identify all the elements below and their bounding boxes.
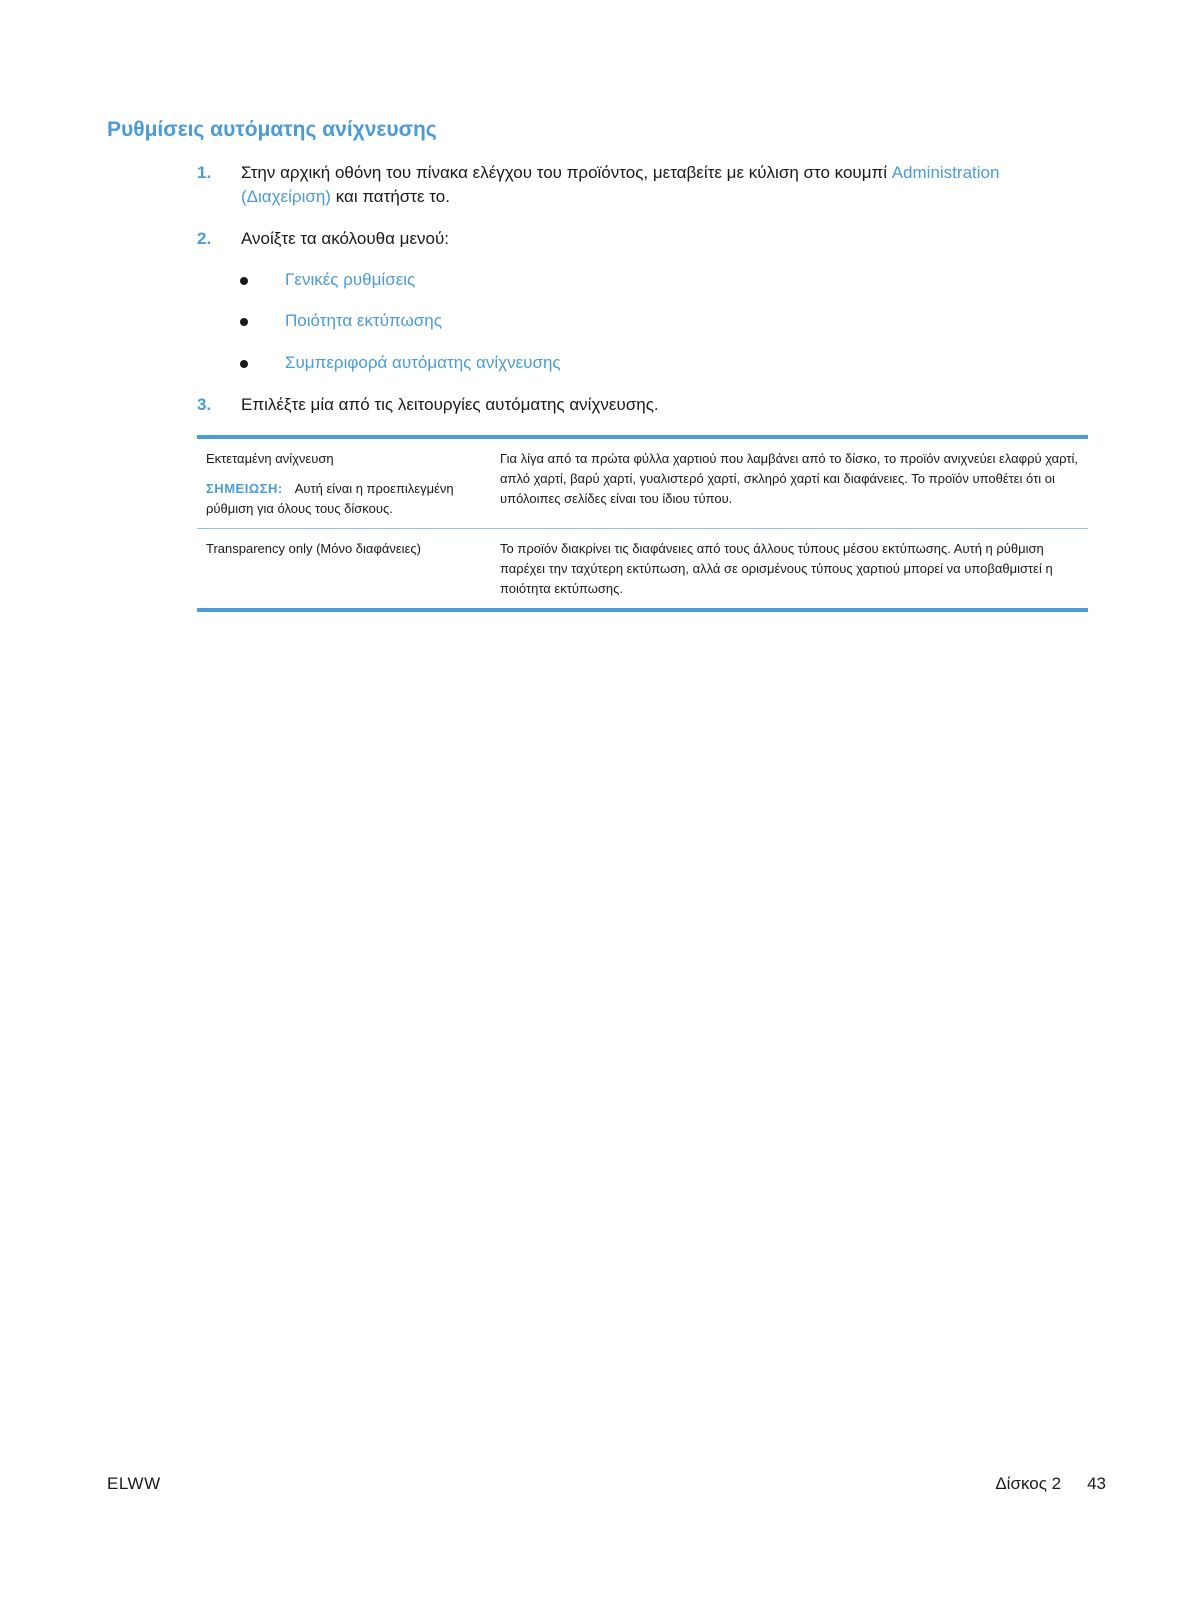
note: [206, 479, 494, 519]
bullet-icon: [240, 318, 248, 326]
administration-button-reference: Administration (Διαχείριση): [241, 163, 1000, 206]
description-cell: Για λίγα από τα πρώτα φύλλα χαρτιού που λαμβάνει από το δίσκο, το προϊόν ανιχνεύει ελαφρύ χαρτί, απλό χαρτί, βαρύ χαρτί, γυαλιστερό χαρτί, σκληρό χαρτί και διαφάνειες. Το προϊόν υποθέτει ότι οι υπόλοιπες σελίδες είναι του ίδιου τύπου.: [500, 451, 1079, 506]
step-text: [241, 161, 1087, 209]
footer-doc-code: ELWW: [107, 1474, 161, 1493]
step-1: [197, 161, 1087, 209]
menu-item-general-settings: [240, 268, 415, 292]
option-cell: [197, 539, 500, 599]
note-text: Αυτή είναι η προεπιλεγμένη ρύθμιση για όλους τους δίσκους.: [206, 481, 454, 516]
menu-item-label: Γενικές ρυθμίσεις: [285, 270, 416, 289]
step-1-text-before: Στην αρχική οθόνη του πίνακα ελέγχου του προϊόντος, μεταβείτε με κύλιση στο κουμπί: [241, 163, 892, 182]
option-name: Transparency only (Μόνο διαφάνειες): [206, 541, 421, 556]
step-number: 1.: [197, 163, 212, 182]
option-name: Εκτεταμένη ανίχνευση: [206, 451, 334, 466]
step-number: 2.: [197, 229, 212, 248]
page-number: 43: [1087, 1474, 1106, 1493]
description-cell: Το προϊόν διακρίνει τις διαφάνειες από τους άλλους τύπους μέσου εκτύπωσης. Αυτή η ρύθμιση παρέχει την ταχύτερη εκτύπωση, αλλά σε ορισμένους τύπους χαρτιού μπορεί να υποβαθμιστεί η ποιότητα εκτύπωσης.: [500, 541, 1053, 596]
step-number: 3.: [197, 395, 212, 414]
step-text: Ανοίξτε τα ακόλουθα μενού:: [241, 229, 450, 248]
step-text: Επιλέξτε μία από τις λειτουργίες αυτόματης ανίχνευσης.: [241, 395, 659, 414]
bullet-icon: [240, 277, 248, 285]
table-row: [197, 528, 1088, 608]
menu-item-label: Συμπεριφορά αυτόματης ανίχνευσης: [285, 353, 561, 372]
option-cell: [197, 449, 500, 519]
note-label: ΣΗΜΕΙΩΣΗ:: [206, 481, 283, 496]
step-2: [197, 227, 1087, 251]
menu-item-print-quality: [240, 309, 442, 333]
footer-section: Δίσκος 2: [995, 1474, 1062, 1493]
footer-page-info: [995, 1474, 1106, 1494]
step-3: [197, 393, 1087, 417]
menu-item-label: Ποιότητα εκτύπωσης: [285, 311, 442, 330]
menu-item-sensing-behavior: [240, 351, 561, 375]
section-heading: Ρυθμίσεις αυτόματης ανίχνευσης: [107, 118, 437, 141]
bullet-icon: [240, 360, 248, 368]
step-1-text-after: και πατήστε το.: [330, 187, 450, 206]
sensing-modes-table: [197, 435, 1088, 612]
table-row: [197, 439, 1088, 528]
